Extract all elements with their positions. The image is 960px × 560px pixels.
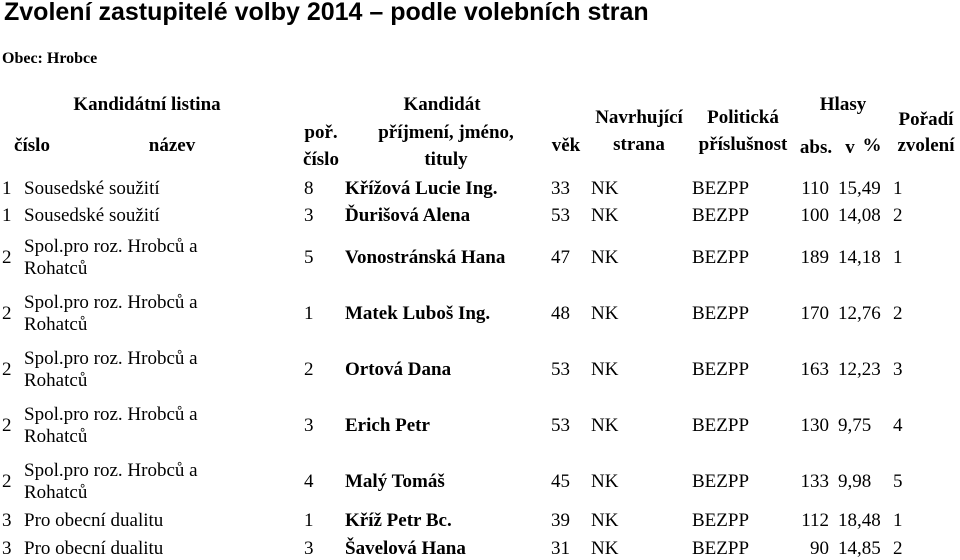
cell-poradi: 2 — [893, 538, 903, 559]
header-hlasy: Hlasy — [819, 94, 867, 115]
header-por: poř. — [304, 122, 338, 143]
cell-cislo: 1 — [2, 178, 12, 199]
cell-cislo: 1 — [2, 205, 12, 226]
cell-abs: 112 — [801, 510, 829, 531]
cell-nazev: Spol.pro roz. Hrobců a Rohatců — [24, 348, 198, 391]
cell-jmeno: Malý Tomáš — [345, 471, 445, 492]
cell-vek: 47 — [551, 247, 570, 268]
cell-navrh: NK — [591, 247, 619, 268]
cell-vek: 45 — [551, 471, 570, 492]
cell-cislo: 3 — [2, 538, 12, 559]
cell-poradi: 1 — [893, 247, 903, 268]
cell-por: 3 — [304, 415, 314, 436]
header-navrhujici: Navrhující — [595, 107, 683, 128]
header-politicka: Politická — [707, 107, 779, 128]
cell-navrh: NK — [591, 178, 619, 199]
cell-por: 4 — [304, 471, 314, 492]
header-tituly: tituly — [424, 149, 468, 170]
cell-pct: 9,75 — [838, 415, 872, 436]
cell-polit: BEZPP — [692, 205, 750, 226]
cell-pct: 15,49 — [838, 178, 881, 199]
cell-pct: 9,98 — [838, 471, 872, 492]
cell-pct: 12,76 — [838, 303, 881, 324]
cell-navrh: NK — [591, 205, 619, 226]
cell-por: 5 — [304, 247, 314, 268]
cell-poradi: 1 — [893, 510, 903, 531]
municipality-label: Obec: Hrobce — [2, 50, 98, 67]
cell-poradi: 4 — [893, 415, 903, 436]
cell-jmeno: Vonostránská Hana — [345, 247, 506, 268]
cell-nazev: Sousedské soužití — [24, 178, 160, 199]
cell-polit: BEZPP — [692, 538, 750, 559]
cell-cislo: 2 — [2, 415, 12, 436]
cell-poradi: 3 — [893, 359, 903, 380]
header-kandidatni-listina: Kandidátní listina — [73, 94, 221, 115]
cell-polit: BEZPP — [692, 303, 750, 324]
cell-vek: 48 — [551, 303, 570, 324]
header-cislo: číslo — [14, 135, 50, 156]
cell-abs: 90 — [810, 538, 829, 559]
header-kandidat: Kandidát — [403, 94, 481, 115]
cell-vek: 31 — [551, 538, 570, 559]
cell-nazev: Spol.pro roz. Hrobců a Rohatců — [24, 404, 198, 447]
header-vek: věk — [551, 135, 581, 156]
cell-navrh: NK — [591, 303, 619, 324]
cell-jmeno: Ortová Dana — [345, 359, 452, 380]
cell-poradi: 2 — [893, 303, 903, 324]
header-strana: strana — [613, 134, 665, 155]
cell-abs: 170 — [800, 303, 829, 324]
header-pct: % — [862, 135, 882, 156]
header-poradi: Pořadí — [898, 109, 954, 130]
cell-cislo: 3 — [2, 510, 12, 531]
header-v: v — [845, 137, 855, 158]
cell-jmeno: Křížová Lucie Ing. — [345, 178, 498, 199]
header-zvoleni: zvolení — [897, 135, 955, 156]
cell-pct: 12,23 — [838, 359, 881, 380]
cell-navrh: NK — [591, 415, 619, 436]
cell-pct: 18,48 — [838, 510, 881, 531]
cell-nazev: Pro obecní dualitu — [24, 538, 164, 559]
cell-cislo: 2 — [2, 471, 12, 492]
cell-poradi: 2 — [893, 205, 903, 226]
header-prislusnost: příslušnost — [698, 134, 788, 155]
cell-pct: 14,18 — [838, 247, 881, 268]
cell-polit: BEZPP — [692, 359, 750, 380]
cell-polit: BEZPP — [692, 510, 750, 531]
cell-jmeno: Ďurišová Alena — [345, 205, 471, 226]
cell-pct: 14,85 — [838, 538, 881, 559]
cell-nazev: Pro obecní dualitu — [24, 510, 164, 531]
cell-abs: 130 — [800, 415, 829, 436]
cell-poradi: 1 — [893, 178, 903, 199]
cell-pct: 14,08 — [838, 205, 881, 226]
cell-vek: 53 — [551, 359, 570, 380]
cell-nazev: Spol.pro roz. Hrobců a Rohatců — [24, 292, 198, 335]
cell-navrh: NK — [591, 510, 619, 531]
cell-por: 1 — [304, 510, 314, 531]
cell-navrh: NK — [591, 359, 619, 380]
cell-vek: 33 — [551, 178, 570, 199]
cell-polit: BEZPP — [692, 178, 750, 199]
cell-por: 8 — [304, 178, 314, 199]
cell-polit: BEZPP — [692, 415, 750, 436]
cell-cislo: 2 — [2, 247, 12, 268]
cell-por: 3 — [304, 538, 314, 559]
cell-abs: 163 — [800, 359, 829, 380]
cell-jmeno: Šavelová Hana — [345, 538, 466, 559]
cell-cislo: 2 — [2, 303, 12, 324]
cell-nazev: Sousedské soužití — [24, 205, 160, 226]
cell-vek: 39 — [551, 510, 570, 531]
cell-jmeno: Kříž Petr Bc. — [345, 510, 452, 531]
cell-por: 2 — [304, 359, 314, 380]
header-por-cislo: číslo — [303, 149, 339, 170]
cell-polit: BEZPP — [692, 471, 750, 492]
cell-nazev: Spol.pro roz. Hrobců a Rohatců — [24, 460, 198, 503]
cell-por: 3 — [304, 205, 314, 226]
header-abs: abs. — [799, 137, 833, 158]
cell-navrh: NK — [591, 471, 619, 492]
cell-abs: 110 — [801, 178, 829, 199]
cell-jmeno: Erich Petr — [345, 415, 430, 436]
cell-jmeno: Matek Luboš Ing. — [345, 303, 491, 324]
cell-cislo: 2 — [2, 359, 12, 380]
cell-por: 1 — [304, 303, 314, 324]
cell-abs: 133 — [800, 471, 829, 492]
cell-poradi: 5 — [893, 471, 903, 492]
cell-polit: BEZPP — [692, 247, 750, 268]
page-title: Zvolení zastupitelé volby 2014 – podle volebních stran — [4, 0, 649, 26]
cell-nazev: Spol.pro roz. Hrobců a Rohatců — [24, 236, 198, 279]
cell-vek: 53 — [551, 415, 570, 436]
header-nazev: název — [148, 135, 196, 156]
cell-vek: 53 — [551, 205, 570, 226]
cell-abs: 100 — [800, 205, 829, 226]
cell-abs: 189 — [800, 247, 829, 268]
header-prijmeni: příjmení, jméno, — [378, 122, 514, 143]
cell-navrh: NK — [591, 538, 619, 559]
